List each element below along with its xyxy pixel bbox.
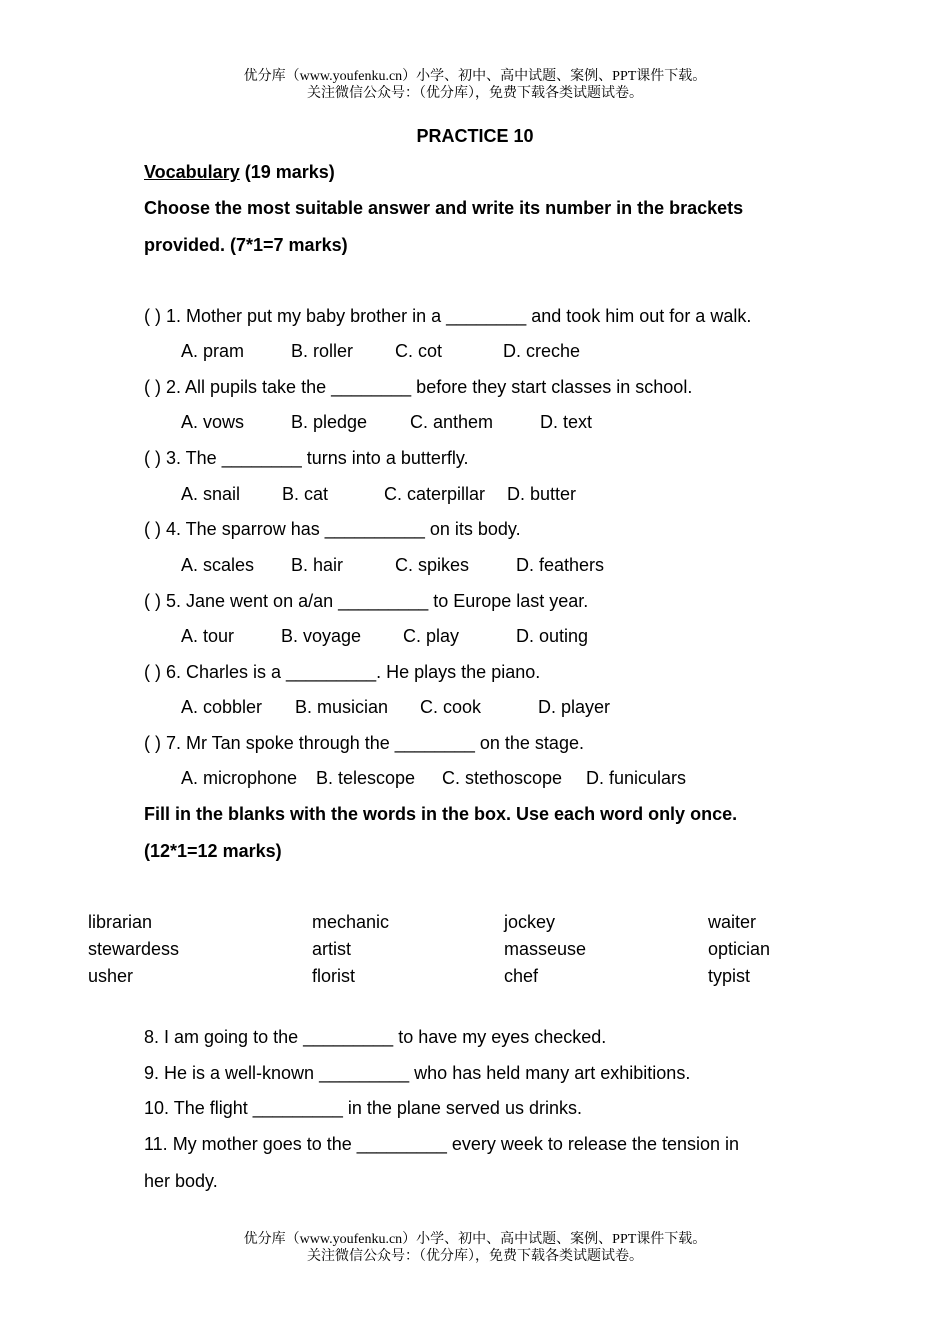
page-footer <box>0 1231 950 1265</box>
word-artist: artist <box>312 939 352 959</box>
question-4: ( ) 4. The sparrow has __________ on its body. <box>144 519 521 539</box>
page-header <box>0 68 950 102</box>
question-7: ( ) 7. Mr Tan spoke through the ________ on the stage. <box>144 733 584 753</box>
word-chef: chef <box>504 966 539 986</box>
footer-line-2: 关注微信公众号：（优分库），免费下载各类试题试卷。 <box>307 1249 643 1264</box>
q6-option-a: A. cobbler <box>181 697 263 717</box>
q4-option-d: D. feathers <box>516 555 605 575</box>
question-11-line-1: 11. My mother goes to the _________ every week to release the tension in <box>144 1134 740 1154</box>
q2-option-c: C. anthem <box>410 412 494 432</box>
question-9: 9. He is a well-known _________ who has held many art exhibitions. <box>144 1063 691 1083</box>
q7-option-c: C. stethoscope <box>442 768 563 788</box>
section-heading-text: Vocabulary <box>144 162 240 182</box>
q6-option-d: D. player <box>538 697 611 717</box>
q5-option-b: B. voyage <box>281 626 362 646</box>
word-masseuse: masseuse <box>504 939 587 959</box>
q2-option-d: D. text <box>540 412 593 432</box>
question-11-line-2: her body. <box>144 1171 218 1191</box>
q6-option-b: B. musician <box>295 697 389 717</box>
word-florist: florist <box>312 966 356 986</box>
q3-option-c: C. caterpillar <box>384 484 486 504</box>
question-5: ( ) 5. Jane went on a/an _________ to Europe last year. <box>144 591 589 611</box>
q4-option-c: C. spikes <box>395 555 470 575</box>
page-title: PRACTICE 10 <box>416 126 534 146</box>
q1-option-c: C. cot <box>395 341 443 361</box>
question-3: ( ) 3. The ________ turns into a butterfly. <box>144 448 469 468</box>
footer-line-1: 优分库（www.youfenku.cn）小学、初中、高中试题、案例、PPT课件下载。 <box>243 1232 707 1247</box>
q3-option-a: A. snail <box>181 484 241 504</box>
instruction-2-line-1: Fill in the blanks with the words in the box. Use each word only once. <box>144 804 738 824</box>
q1-option-a: A. pram <box>181 341 245 361</box>
section-heading <box>144 161 335 183</box>
q4-option-a: A. scales <box>181 555 255 575</box>
word-usher: usher <box>88 966 134 986</box>
q7-option-d: D. funiculars <box>586 768 687 788</box>
word-jockey: jockey <box>504 912 556 932</box>
word-optician: optician <box>708 939 771 959</box>
q5-option-d: D. outing <box>516 626 589 646</box>
instruction-1-line-1: Choose the most suitable answer and write its number in the brackets <box>144 198 744 218</box>
question-8: 8. I am going to the _________ to have my eyes checked. <box>144 1027 607 1047</box>
q2-option-a: A. vows <box>181 412 245 432</box>
question-2: ( ) 2. All pupils take the ________ before they start classes in school. <box>144 377 693 397</box>
word-typist: typist <box>708 966 751 986</box>
word-mechanic: mechanic <box>312 912 390 932</box>
instruction-1-line-2: provided. (7*1=7 marks) <box>144 235 348 255</box>
q4-option-b: B. hair <box>291 555 344 575</box>
q1-option-d: D. creche <box>503 341 581 361</box>
section-marks: (19 marks) <box>239 162 335 182</box>
question-10: 10. The flight _________ in the plane served us drinks. <box>144 1098 582 1118</box>
word-stewardess: stewardess <box>88 939 180 959</box>
question-1: ( ) 1. Mother put my baby brother in a ________ and took him out for a walk. <box>144 306 752 326</box>
q5-option-c: C. play <box>403 626 460 646</box>
q3-option-d: D. butter <box>507 484 577 504</box>
question-6: ( ) 6. Charles is a _________. He plays the piano. <box>144 662 541 682</box>
header-line-2: 关注微信公众号：（优分库），免费下载各类试题试卷。 <box>307 86 643 101</box>
q1-option-b: B. roller <box>291 341 354 361</box>
q3-option-b: B. cat <box>282 484 329 504</box>
instruction-2-line-2: (12*1=12 marks) <box>144 841 282 861</box>
q6-option-c: C. cook <box>420 697 482 717</box>
header-line-1: 优分库（www.youfenku.cn）小学、初中、高中试题、案例、PPT课件下载。 <box>243 69 707 84</box>
word-librarian: librarian <box>88 912 153 932</box>
q7-option-a: A. microphone <box>181 768 298 788</box>
word-waiter: waiter <box>708 912 757 932</box>
q7-option-b: B. telescope <box>316 768 416 788</box>
q2-option-b: B. pledge <box>291 412 368 432</box>
q5-option-a: A. tour <box>181 626 235 646</box>
